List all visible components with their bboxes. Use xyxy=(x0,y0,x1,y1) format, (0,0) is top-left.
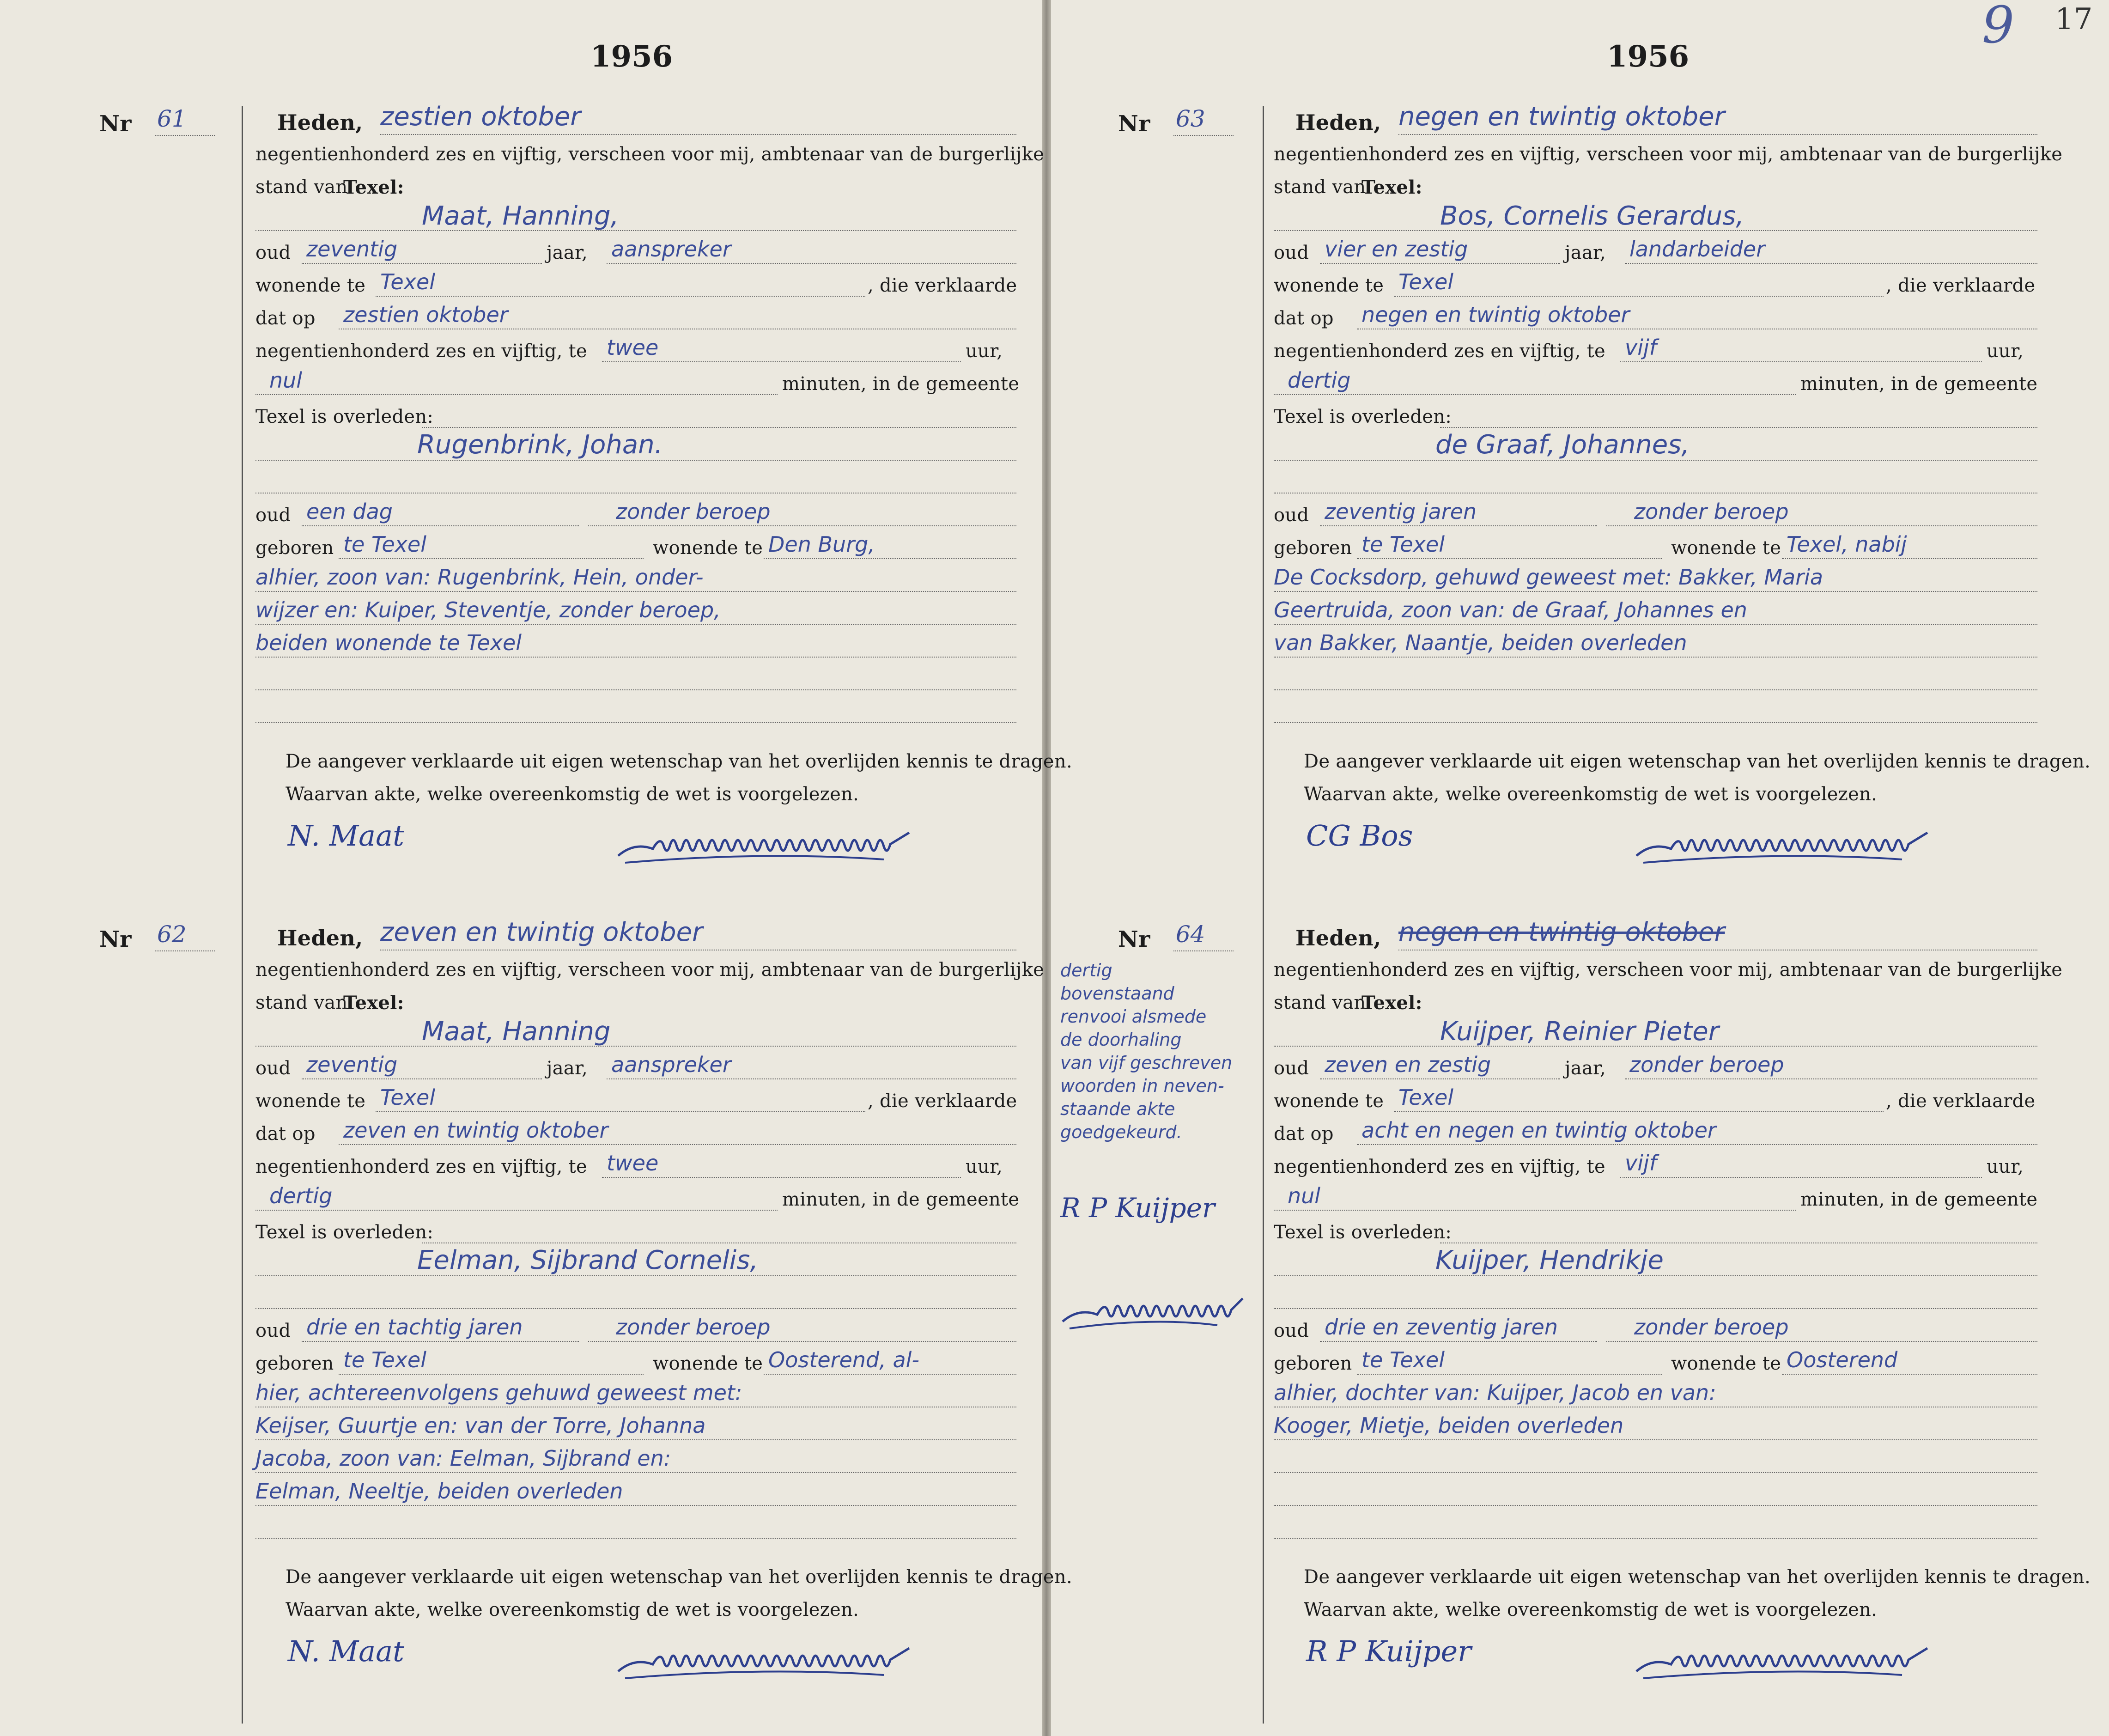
declarant-signature: CG Bos xyxy=(1306,819,1413,853)
dotted-rule xyxy=(1274,1275,2037,1276)
declarant-residence: Texel xyxy=(380,1085,436,1110)
declarant-occupation: zonder beroep xyxy=(1629,1052,1784,1077)
dotted-rule xyxy=(1274,1505,2037,1506)
declarant-occupation: landarbeider xyxy=(1629,237,1765,262)
oud-label: oud xyxy=(1274,1058,1309,1079)
year-text: negentienhonderd zes en vijftig, te xyxy=(255,1156,587,1177)
deceased-name: Kuijper, Hendrikje xyxy=(1435,1245,1664,1275)
death-minutes: nul xyxy=(1288,1183,1321,1208)
dotted-rule xyxy=(1274,230,2037,231)
geboren-label: geboren xyxy=(1274,1353,1352,1374)
official-signature-scrawl xyxy=(1634,823,1930,865)
dotted-rule xyxy=(339,1144,1016,1145)
declarant-residence: Texel xyxy=(1398,1085,1454,1110)
declarant-residence: Texel xyxy=(1398,269,1454,294)
dotted-rule xyxy=(1782,1374,2037,1375)
dotted-rule xyxy=(1320,1078,1560,1079)
dotted-rule xyxy=(1274,624,2037,625)
dotted-rule xyxy=(255,1046,1016,1047)
closing-statement: Waarvan akte, welke overeenkomstig de wet is voorgelezen. xyxy=(286,784,859,805)
dotted-rule xyxy=(1274,1439,2037,1440)
margin-note-line: staande akte xyxy=(1060,1099,1175,1119)
year-text: negentienhonderd zes en vijftig, te xyxy=(1274,1156,1605,1177)
die-verklaarde-label: , die verklaarde xyxy=(1886,1090,2036,1112)
declarant-occupation: aanspreker xyxy=(611,237,731,262)
deceased-wonende-label: wonende te xyxy=(1671,537,1781,559)
declarant-residence: Texel xyxy=(380,269,436,294)
uur-label: uur, xyxy=(1987,341,2024,362)
uur-label: uur, xyxy=(1987,1156,2024,1177)
stand-text: stand van xyxy=(255,177,348,198)
dotted-rule xyxy=(376,1111,865,1112)
dotted-rule xyxy=(1274,1308,2037,1309)
die-verklaarde-label: , die verklaarde xyxy=(1886,275,2036,296)
dotted-rule xyxy=(1398,134,2037,135)
declarant-name: Maat, Hanning, xyxy=(422,201,619,231)
dotted-rule xyxy=(1625,1078,2037,1079)
deceased-details-line: Eelman, Neeltje, beiden overleden xyxy=(255,1479,623,1504)
municipality-label: Texel: xyxy=(343,177,404,198)
dotted-rule xyxy=(764,1374,1016,1375)
dotted-rule xyxy=(255,722,1016,723)
year-text: negentienhonderd zes en vijftig, te xyxy=(255,341,587,362)
dotted-rule xyxy=(422,427,1016,428)
death-date: negen en twintig oktober xyxy=(1361,302,1630,327)
deceased-oud-label: oud xyxy=(1274,505,1309,526)
declarant-age: zeventig xyxy=(306,237,398,262)
dotted-rule xyxy=(1620,361,1982,362)
dotted-rule xyxy=(302,1341,579,1342)
oud-label: oud xyxy=(255,1058,291,1079)
year-text: negentienhonderd zes en vijftig, te xyxy=(1274,341,1605,362)
dotted-rule xyxy=(155,135,215,136)
margin-note-line: de doorhaling xyxy=(1060,1029,1182,1050)
record-date: negen en twintig oktober xyxy=(1398,917,1725,947)
birthplace: te Texel xyxy=(1361,532,1445,557)
heden-label: Heden, xyxy=(277,926,363,950)
dotted-rule xyxy=(155,950,215,951)
dotted-rule xyxy=(1274,1210,1796,1211)
dotted-rule xyxy=(602,1177,961,1178)
dotted-rule xyxy=(255,1472,1016,1473)
declarant-signature: N. Maat xyxy=(288,819,405,853)
birthplace: te Texel xyxy=(1361,1347,1445,1372)
dotted-rule xyxy=(602,361,961,362)
uur-label: uur, xyxy=(966,341,1003,362)
margin-note-line: goedgekeurd. xyxy=(1060,1122,1182,1142)
deceased-age: zeventig jaren xyxy=(1325,499,1477,524)
deceased-oud-label: oud xyxy=(1274,1320,1309,1341)
dotted-rule xyxy=(302,263,542,264)
dat-op-label: dat op xyxy=(1274,1123,1334,1145)
minuten-label: minuten, in de gemeente xyxy=(1800,373,2038,395)
dat-op-label: dat op xyxy=(255,308,316,329)
deceased-details-line: wijzer en: Kuiper, Steventje, zonder beroep, xyxy=(255,597,721,622)
dotted-rule xyxy=(255,657,1016,658)
geboren-label: geboren xyxy=(255,1353,334,1374)
municipality-label: Texel: xyxy=(343,992,404,1014)
death-date: zestien oktober xyxy=(343,302,508,327)
dotted-rule xyxy=(255,1439,1016,1440)
declarant-name: Kuijper, Reinier Pieter xyxy=(1440,1017,1719,1047)
page-pencil-mark: 9 xyxy=(1982,0,2014,55)
death-hour: twee xyxy=(607,1151,659,1176)
record-number: 61 xyxy=(157,105,187,132)
closing-statement: De aangever verklaarde uit eigen wetenschap van het overlijden kennis te dragen. xyxy=(286,751,1072,772)
dotted-rule xyxy=(255,1505,1016,1506)
dotted-rule xyxy=(1606,525,2037,526)
heden-label: Heden, xyxy=(1295,110,1381,135)
dotted-rule xyxy=(1394,296,1884,297)
dotted-rule xyxy=(255,1210,778,1211)
dotted-rule xyxy=(1782,558,2037,559)
dotted-rule xyxy=(255,624,1016,625)
death-hour: vijf xyxy=(1625,1151,1657,1176)
dotted-rule xyxy=(255,1538,1016,1539)
page-number: 17 xyxy=(2055,2,2093,37)
dotted-rule xyxy=(255,1275,1016,1276)
closing-statement: De aangever verklaarde uit eigen wetenschap van het overlijden kennis te dragen. xyxy=(1304,1566,2091,1588)
dotted-rule xyxy=(1274,722,2037,723)
year-heading-left: 1956 xyxy=(590,39,673,74)
dotted-rule xyxy=(1320,1341,1597,1342)
minuten-label: minuten, in de gemeente xyxy=(782,373,1020,395)
margin-signature: R P Kuijper xyxy=(1060,1192,1215,1224)
deceased-age: drie en zeventig jaren xyxy=(1325,1315,1558,1340)
closing-statement: Waarvan akte, welke overeenkomstig de wet is voorgelezen. xyxy=(1304,784,1878,805)
deceased-details-line: Kooger, Mietje, beiden overleden xyxy=(1274,1413,1624,1438)
death-date: acht en negen en twintig oktober xyxy=(1361,1118,1716,1143)
closing-statement: Waarvan akte, welke overeenkomstig de wet is voorgelezen. xyxy=(286,1599,859,1620)
preamble-text: negentienhonderd zes en vijftig, verscheen voor mij, ambtenaar van de burgerlijke xyxy=(255,959,1045,981)
birthplace: te Texel xyxy=(343,532,426,557)
deceased-details-line: alhier, dochter van: Kuijper, Jacob en van: xyxy=(1274,1380,1716,1405)
declarant-name: Maat, Hanning xyxy=(422,1017,611,1047)
wonende-label: wonende te xyxy=(255,275,366,296)
record-number: 63 xyxy=(1176,105,1205,132)
preamble-text: negentienhonderd zes en vijftig, verscheen voor mij, ambtenaar van de burgerlijke xyxy=(1274,144,2063,165)
deceased-details-line: alhier, zoon van: Rugenbrink, Hein, onder- xyxy=(255,565,704,590)
closing-statement: De aangever verklaarde uit eigen wetenschap van het overlijden kennis te dragen. xyxy=(1304,751,2091,772)
deceased-wonende-label: wonende te xyxy=(653,1353,763,1374)
deceased-occupation: zonder beroep xyxy=(616,1315,771,1340)
deceased-age: een dag xyxy=(306,499,393,524)
declarant-age: vier en zestig xyxy=(1325,237,1468,262)
dotted-rule xyxy=(1320,525,1597,526)
stand-text: stand van xyxy=(255,992,348,1013)
deceased-oud-label: oud xyxy=(255,505,291,526)
oud-label: oud xyxy=(1274,242,1309,263)
death-minutes: nul xyxy=(269,368,303,393)
stand-text: stand van xyxy=(1274,177,1366,198)
dotted-rule xyxy=(1274,1472,2037,1473)
deceased-residence: Oosterend, al- xyxy=(768,1347,920,1372)
margin-note-line: renvooi alsmede xyxy=(1060,1006,1207,1027)
oud-label: oud xyxy=(255,242,291,263)
closing-statement: De aangever verklaarde uit eigen wetenschap van het overlijden kennis te dragen. xyxy=(286,1566,1072,1588)
municipality-label: Texel: xyxy=(1361,992,1422,1014)
margin-rule xyxy=(1263,106,1264,1724)
record-nr-label: Nr xyxy=(1118,926,1150,952)
death-minutes: dertig xyxy=(1288,368,1351,393)
record-number: 64 xyxy=(1176,921,1205,948)
die-verklaarde-label: , die verklaarde xyxy=(868,1090,1017,1112)
declarant-occupation: aanspreker xyxy=(611,1052,731,1077)
deceased-occupation: zonder beroep xyxy=(1634,1315,1789,1340)
dotted-rule xyxy=(1394,1111,1884,1112)
deceased-residence: Den Burg, xyxy=(768,532,875,557)
dotted-rule xyxy=(380,134,1016,135)
dotted-rule xyxy=(1173,950,1234,951)
dotted-rule xyxy=(1173,135,1234,136)
dotted-rule xyxy=(1440,427,2037,428)
closing-statement: Waarvan akte, welke overeenkomstig de wet is voorgelezen. xyxy=(1304,1599,1878,1620)
death-hour: twee xyxy=(607,335,659,360)
preamble-text: negentienhonderd zes en vijftig, verscheen voor mij, ambtenaar van de burgerlijke xyxy=(255,144,1045,165)
minuten-label: minuten, in de gemeente xyxy=(782,1189,1020,1210)
deceased-name: Rugenbrink, Johan. xyxy=(417,430,663,460)
birthplace: te Texel xyxy=(343,1347,426,1372)
texel-overleden-label: Texel is overleden: xyxy=(255,1222,434,1243)
wonende-label: wonende te xyxy=(1274,1090,1384,1112)
dotted-rule xyxy=(764,558,1016,559)
geboren-label: geboren xyxy=(255,537,334,559)
deceased-age: drie en tachtig jaren xyxy=(306,1315,523,1340)
margin-renvooi-note xyxy=(1060,959,1264,1144)
year-heading-right: 1956 xyxy=(1607,39,1690,74)
death-minutes: dertig xyxy=(269,1183,333,1208)
dotted-rule xyxy=(1274,1538,2037,1539)
dat-op-label: dat op xyxy=(255,1123,316,1145)
dotted-rule xyxy=(1357,1374,1662,1375)
dotted-rule xyxy=(1357,558,1662,559)
deceased-details-line: Geertruida, zoon van: de Graaf, Johannes en xyxy=(1274,597,1747,622)
jaar-label: jaar, xyxy=(1565,242,1606,263)
margin-note-line: van vijf geschreven xyxy=(1060,1053,1233,1073)
dotted-rule xyxy=(1274,689,2037,690)
dotted-rule xyxy=(255,591,1016,592)
dat-op-label: dat op xyxy=(1274,308,1334,329)
official-signature-scrawl xyxy=(1060,1289,1245,1331)
jaar-label: jaar, xyxy=(547,242,588,263)
dotted-rule xyxy=(339,1374,644,1375)
record-nr-label: Nr xyxy=(99,926,132,952)
book-gutter xyxy=(1042,0,1051,1736)
deceased-details-line: beiden wonende te Texel xyxy=(255,630,522,655)
left-page xyxy=(0,0,1045,1736)
margin-note-line: dertig xyxy=(1060,960,1112,981)
dotted-rule xyxy=(1320,263,1560,264)
uur-label: uur, xyxy=(966,1156,1003,1177)
deceased-name: Eelman, Sijbrand Cornelis, xyxy=(417,1245,759,1275)
texel-overleden-label: Texel is overleden: xyxy=(1274,406,1452,427)
dotted-rule xyxy=(1274,394,1796,395)
death-date: zeven en twintig oktober xyxy=(343,1118,608,1143)
declarant-age: zeventig xyxy=(306,1052,398,1077)
deceased-oud-label: oud xyxy=(255,1320,291,1341)
jaar-label: jaar, xyxy=(1565,1058,1606,1079)
record-number: 62 xyxy=(157,921,187,948)
heden-label: Heden, xyxy=(277,110,363,135)
wonende-label: wonende te xyxy=(1274,275,1384,296)
preamble-text: negentienhonderd zes en vijftig, verscheen voor mij, ambtenaar van de burgerlijke xyxy=(1274,959,2063,981)
heden-label: Heden, xyxy=(1295,926,1381,950)
dotted-rule xyxy=(607,1078,1016,1079)
dotted-rule xyxy=(255,460,1016,461)
deceased-details-line: Keijser, Guurtje en: van der Torre, Johanna xyxy=(255,1413,706,1438)
dotted-rule xyxy=(1606,1341,2037,1342)
deceased-details-line: De Cocksdorp, gehuwd geweest met: Bakker, Maria xyxy=(1274,565,1823,590)
municipality-label: Texel: xyxy=(1361,177,1422,198)
deceased-details-line: van Bakker, Naantje, beiden overleden xyxy=(1274,630,1687,655)
official-signature-scrawl xyxy=(1634,1639,1930,1681)
dotted-rule xyxy=(339,558,644,559)
deceased-occupation: zonder beroep xyxy=(616,499,771,524)
texel-overleden-label: Texel is overleden: xyxy=(1274,1222,1452,1243)
dotted-rule xyxy=(607,263,1016,264)
record-nr-label: Nr xyxy=(1118,111,1150,137)
dotted-rule xyxy=(1274,1046,2037,1047)
deceased-residence: Oosterend xyxy=(1787,1347,1898,1372)
geboren-label: geboren xyxy=(1274,537,1352,559)
deceased-details-line: hier, achtereenvolgens gehuwd geweest met: xyxy=(255,1380,742,1405)
dotted-rule xyxy=(255,394,778,395)
record-date: negen en twintig oktober xyxy=(1398,102,1725,132)
declarant-signature: R P Kuijper xyxy=(1306,1634,1471,1668)
margin-note-line: woorden in neven- xyxy=(1060,1076,1224,1096)
texel-overleden-label: Texel is overleden: xyxy=(255,406,434,427)
deceased-name: de Graaf, Johannes, xyxy=(1435,430,1690,460)
declarant-age: zeven en zestig xyxy=(1325,1052,1491,1077)
deceased-residence: Texel, nabij xyxy=(1787,532,1907,557)
margin-note-line: bovenstaand xyxy=(1060,983,1174,1004)
wonende-label: wonende te xyxy=(255,1090,366,1112)
declarant-signature: N. Maat xyxy=(288,1634,405,1668)
official-signature-scrawl xyxy=(616,1639,912,1681)
dotted-rule xyxy=(588,1341,1016,1342)
dotted-rule xyxy=(302,1078,542,1079)
record-date: zestien oktober xyxy=(380,102,581,132)
margin-rule xyxy=(242,106,243,1724)
dotted-rule xyxy=(255,230,1016,231)
dotted-rule xyxy=(1274,657,2037,658)
deceased-wonende-label: wonende te xyxy=(653,537,763,559)
minuten-label: minuten, in de gemeente xyxy=(1800,1189,2038,1210)
death-hour: vijf xyxy=(1625,335,1657,360)
dotted-rule xyxy=(1620,1177,1982,1178)
dotted-rule xyxy=(255,1308,1016,1309)
dotted-rule xyxy=(302,525,579,526)
dotted-rule xyxy=(255,689,1016,690)
official-signature-scrawl xyxy=(616,823,912,865)
jaar-label: jaar, xyxy=(547,1058,588,1079)
dotted-rule xyxy=(1357,1144,2037,1145)
stand-text: stand van xyxy=(1274,992,1366,1013)
dotted-rule xyxy=(588,525,1016,526)
deceased-details-line: Jacoba, zoon van: Eelman, Sijbrand en: xyxy=(255,1446,671,1471)
deceased-wonende-label: wonende te xyxy=(1671,1353,1781,1374)
declarant-name: Bos, Cornelis Gerardus, xyxy=(1440,201,1744,231)
record-nr-label: Nr xyxy=(99,111,132,137)
record-date: zeven en twintig oktober xyxy=(380,917,703,947)
deceased-occupation: zonder beroep xyxy=(1634,499,1789,524)
dotted-rule xyxy=(376,296,865,297)
die-verklaarde-label: , die verklaarde xyxy=(868,275,1017,296)
dotted-rule xyxy=(1274,591,2037,592)
dotted-rule xyxy=(1625,263,2037,264)
dotted-rule xyxy=(1274,460,2037,461)
